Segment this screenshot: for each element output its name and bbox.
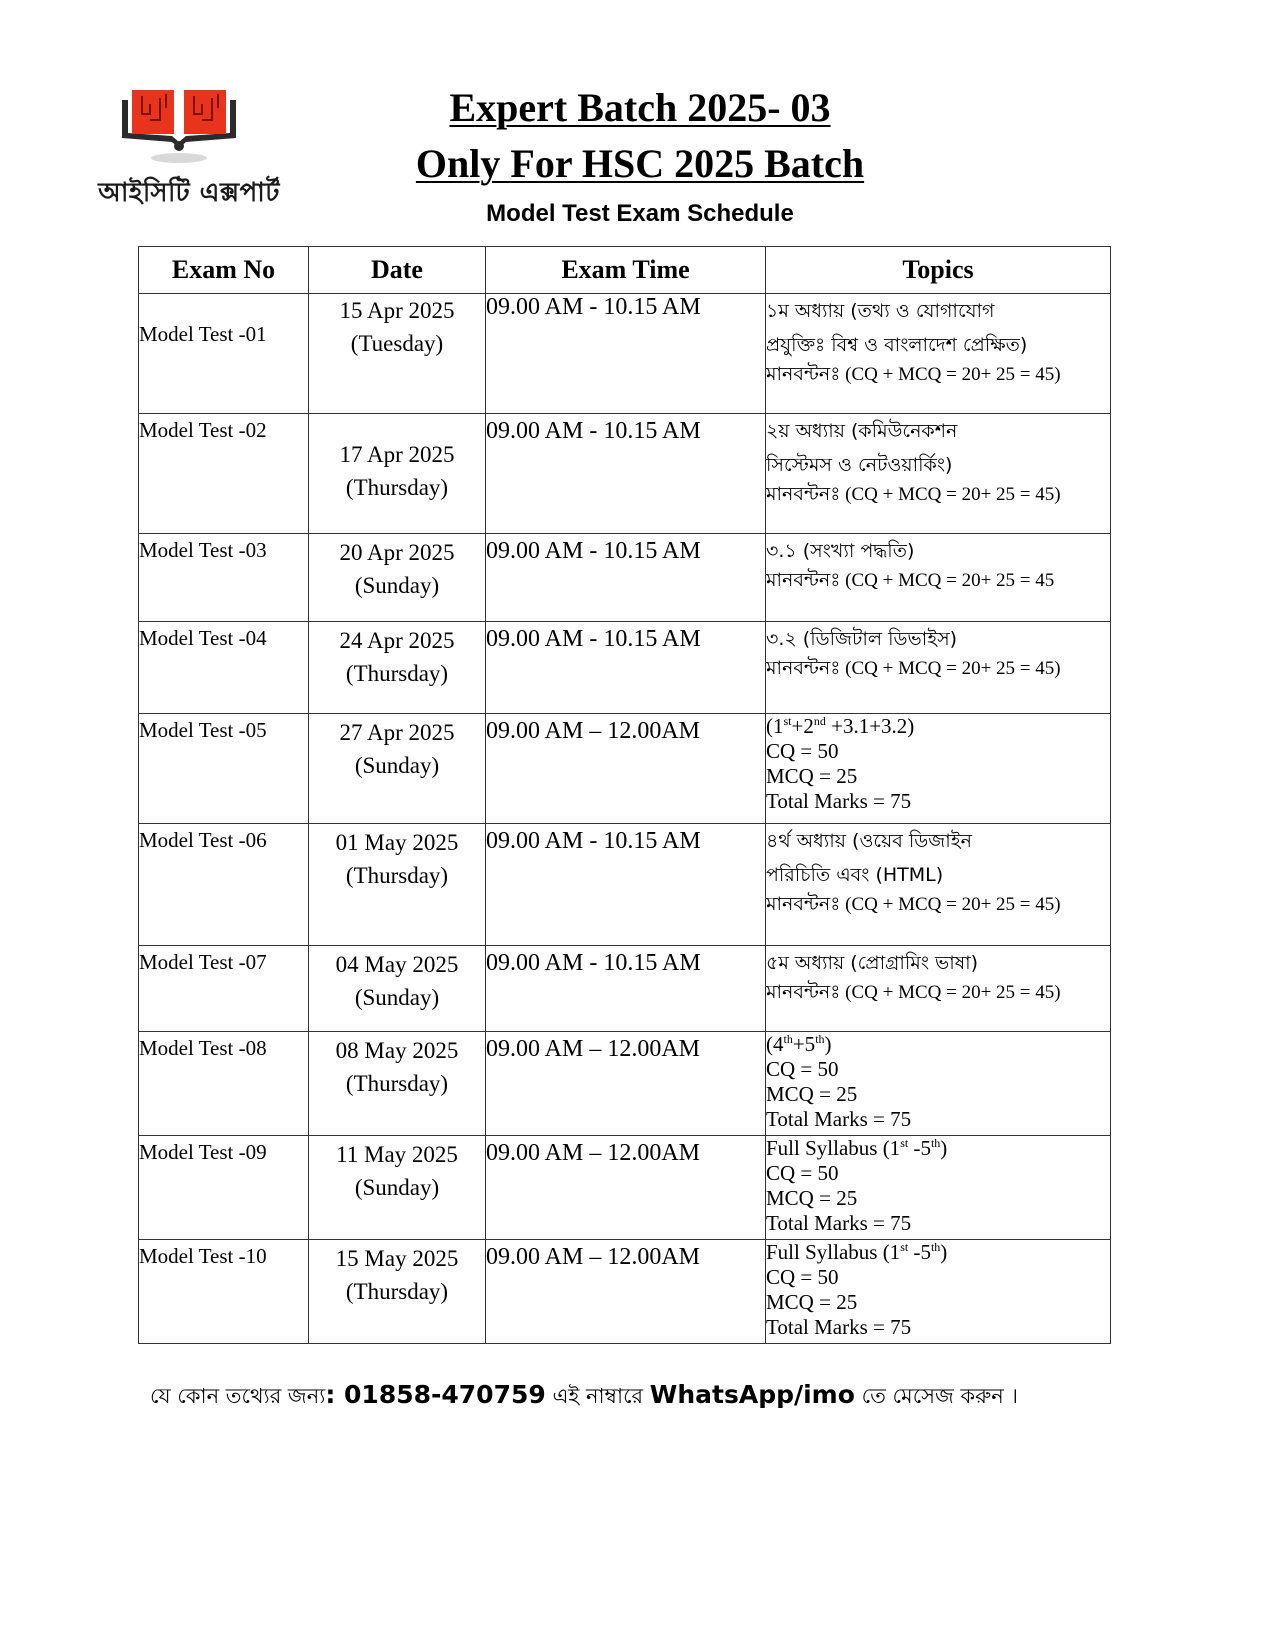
exam-no-cell: Model Test -01 xyxy=(139,294,309,414)
topic-line: ৫ম অধ্যায় (প্রোগ্রামিং ভাষা) xyxy=(766,952,979,974)
date-cell xyxy=(309,1240,486,1344)
topic-cell xyxy=(766,1032,1111,1136)
combo-sup: th xyxy=(783,1032,793,1046)
topic-line: পরিচিতি এবং (HTML) xyxy=(766,864,944,886)
mcq-marks: MCQ = 25 xyxy=(766,764,858,788)
topic-line: সিস্টেমস ও নেটওয়ার্কিং) xyxy=(766,454,953,476)
combo-text: ) xyxy=(824,1032,832,1056)
topic-cell xyxy=(766,534,1111,622)
time-cell: 09.00 AM - 10.15 AM xyxy=(486,622,766,714)
topic-cell xyxy=(766,622,1111,714)
date-text: 27 Apr 2025 xyxy=(339,720,455,745)
day-text: (Thursday) xyxy=(345,475,449,500)
date-cell xyxy=(309,824,486,946)
table-row xyxy=(139,1136,1111,1240)
marks-line xyxy=(766,482,1110,507)
marks-label: মানবন্টনঃ xyxy=(766,363,841,385)
exam-no-cell: Model Test -05 xyxy=(139,714,309,824)
day-text: (Thursday) xyxy=(345,863,449,888)
topic-line: ২য় অধ্যায় (কমিউনেকশন xyxy=(766,420,958,442)
total-marks: Total Marks = 75 xyxy=(766,789,912,813)
combo-text: (4 xyxy=(766,1032,784,1056)
date-cell xyxy=(309,414,486,534)
header-exam-no: Exam No xyxy=(139,247,309,294)
page-title-hsc: Only For HSC 2025 Batch xyxy=(415,141,865,186)
table-row xyxy=(139,414,1111,534)
total-marks: Total Marks = 75 xyxy=(766,1211,912,1235)
combo-sup: st xyxy=(900,1240,909,1254)
exam-no-cell: Model Test -08 xyxy=(139,1032,309,1136)
logo xyxy=(44,86,334,216)
cq-marks: CQ = 50 xyxy=(766,1161,839,1185)
table-row xyxy=(139,946,1111,1032)
contact-footer xyxy=(150,1380,1130,1415)
date-text: 20 Apr 2025 xyxy=(339,540,455,565)
combo-sup: nd xyxy=(813,714,826,728)
marks-line xyxy=(766,892,1110,917)
total-marks: Total Marks = 75 xyxy=(766,1315,912,1339)
time-cell: 09.00 AM - 10.15 AM xyxy=(486,294,766,414)
combo-sup: st xyxy=(783,714,792,728)
table-row xyxy=(139,534,1111,622)
marks-label: মানবন্টনঃ xyxy=(766,981,841,1003)
header-topics: Topics xyxy=(766,247,1111,294)
footer-apps: WhatsApp/imo xyxy=(649,1380,855,1409)
combo-text: +2 xyxy=(791,714,814,738)
page-title-batch: Expert Batch 2025- 03 xyxy=(449,85,831,130)
date-text: 08 May 2025 xyxy=(335,1038,459,1063)
date-text: 15 May 2025 xyxy=(335,1246,459,1271)
day-text: (Thursday) xyxy=(345,1071,449,1096)
topic-line: প্রযুক্তিঃ বিশ্ব ও বাংলাদেশ প্রেক্ষিত) xyxy=(766,334,1028,356)
footer-prefix: যে কোন তথ্যের জন্য xyxy=(150,1384,326,1408)
date-cell xyxy=(309,622,486,714)
date-text: 01 May 2025 xyxy=(335,830,459,855)
time-cell: 09.00 AM – 12.00AM xyxy=(486,714,766,824)
cq-marks: CQ = 50 xyxy=(766,1057,839,1081)
footer-middle: এই নাম্বারে xyxy=(545,1384,650,1408)
topic-cell xyxy=(766,714,1111,824)
footer-suffix: তে মেসেজ করুন । xyxy=(854,1384,1019,1408)
schedule-table xyxy=(138,246,1111,1344)
marks-text: (CQ + MCQ = 20+ 25 = 45) xyxy=(840,894,1061,915)
marks-label: মানবন্টনঃ xyxy=(766,893,841,915)
marks-text: (CQ + MCQ = 20+ 25 = 45) xyxy=(840,484,1061,505)
table-header-row xyxy=(139,247,1111,294)
marks-line xyxy=(766,362,1110,387)
date-text: 11 May 2025 xyxy=(336,1142,458,1167)
date-cell xyxy=(309,294,486,414)
footer-phone: : 01858-470759 xyxy=(325,1380,546,1409)
marks-line xyxy=(766,656,1110,681)
total-marks: Total Marks = 75 xyxy=(766,1107,912,1131)
topic-cell xyxy=(766,1240,1111,1344)
topic-combo xyxy=(766,1240,1110,1265)
table-row xyxy=(139,294,1111,414)
marks-line xyxy=(766,980,1110,1005)
combo-sup: th xyxy=(930,1136,941,1150)
time-cell: 09.00 AM - 10.15 AM xyxy=(486,534,766,622)
combo-text: (1 xyxy=(766,714,784,738)
topic-combo xyxy=(766,714,1110,739)
header-exam-time: Exam Time xyxy=(486,247,766,294)
date-cell xyxy=(309,714,486,824)
table-row xyxy=(139,1240,1111,1344)
time-cell: 09.00 AM – 12.00AM xyxy=(486,1240,766,1344)
time-cell: 09.00 AM – 12.00AM xyxy=(486,1136,766,1240)
marks-label: মানবন্টনঃ xyxy=(766,657,841,679)
exam-no-cell: Model Test -03 xyxy=(139,534,309,622)
table-row xyxy=(139,824,1111,946)
combo-sup: th xyxy=(930,1240,941,1254)
day-text: (Tuesday) xyxy=(350,331,444,356)
exam-no-cell: Model Test -02 xyxy=(139,414,309,534)
date-cell xyxy=(309,1032,486,1136)
exam-no-cell: Model Test -09 xyxy=(139,1136,309,1240)
exam-no-cell: Model Test -10 xyxy=(139,1240,309,1344)
combo-text: ) xyxy=(940,1136,948,1160)
day-text: (Sunday) xyxy=(354,985,440,1010)
cq-marks: CQ = 50 xyxy=(766,1265,839,1289)
book-logo-icon xyxy=(116,86,242,166)
exam-no-cell: Model Test -07 xyxy=(139,946,309,1032)
time-cell: 09.00 AM - 10.15 AM xyxy=(486,946,766,1032)
date-text: 15 Apr 2025 xyxy=(339,298,455,323)
day-text: (Thursday) xyxy=(345,1279,449,1304)
topic-combo xyxy=(766,1136,1110,1161)
table-row xyxy=(139,622,1111,714)
exam-no-cell: Model Test -06 xyxy=(139,824,309,946)
marks-line xyxy=(766,568,1110,593)
day-text: (Sunday) xyxy=(354,753,440,778)
topic-line: ৩.১ (সংখ্যা পদ্ধতি) xyxy=(766,540,915,562)
marks-text: (CQ + MCQ = 20+ 25 = 45) xyxy=(840,982,1061,1003)
topic-cell xyxy=(766,1136,1111,1240)
time-cell: 09.00 AM – 12.00AM xyxy=(486,1032,766,1136)
combo-sup: st xyxy=(900,1136,909,1150)
marks-text: (CQ + MCQ = 20+ 25 = 45) xyxy=(840,364,1061,385)
combo-sup: th xyxy=(815,1032,825,1046)
topic-combo xyxy=(766,1032,1110,1057)
marks-label: মানবন্টনঃ xyxy=(766,569,841,591)
date-cell xyxy=(309,1136,486,1240)
mcq-marks: MCQ = 25 xyxy=(766,1186,858,1210)
table-row xyxy=(139,714,1111,824)
marks-label: মানবন্টনঃ xyxy=(766,483,841,505)
combo-text: +5 xyxy=(792,1032,816,1056)
combo-text: Full Syllabus (1 xyxy=(766,1136,901,1160)
exam-no-cell: Model Test -04 xyxy=(139,622,309,714)
time-cell: 09.00 AM - 10.15 AM xyxy=(486,414,766,534)
combo-text: -5 xyxy=(908,1240,931,1264)
date-cell xyxy=(309,946,486,1032)
combo-text: Full Syllabus (1 xyxy=(766,1240,901,1264)
date-text: 24 Apr 2025 xyxy=(339,628,455,653)
mcq-marks: MCQ = 25 xyxy=(766,1082,858,1106)
cq-marks: CQ = 50 xyxy=(766,739,839,763)
day-text: (Sunday) xyxy=(354,573,440,598)
date-text: 17 Apr 2025 xyxy=(339,442,455,467)
topic-cell xyxy=(766,414,1111,534)
time-cell: 09.00 AM - 10.15 AM xyxy=(486,824,766,946)
combo-text: +3.1+3.2) xyxy=(825,714,915,738)
topic-cell xyxy=(766,824,1111,946)
topic-cell xyxy=(766,946,1111,1032)
mcq-marks: MCQ = 25 xyxy=(766,1290,858,1314)
marks-text: (CQ + MCQ = 20+ 25 = 45) xyxy=(840,658,1061,679)
combo-text: -5 xyxy=(908,1136,931,1160)
topic-cell xyxy=(766,294,1111,414)
marks-text: (CQ + MCQ = 20+ 25 = 45 xyxy=(840,570,1055,591)
date-text: 04 May 2025 xyxy=(335,952,459,977)
topic-line: ৩.২ (ডিজিটাল ডিভাইস) xyxy=(766,628,958,650)
topic-line: ১ম অধ্যায় (তথ্য ও যোগাযোগ xyxy=(766,300,995,322)
date-cell xyxy=(309,534,486,622)
header-date: Date xyxy=(309,247,486,294)
day-text: (Sunday) xyxy=(354,1175,440,1200)
table-row xyxy=(139,1032,1111,1136)
combo-text: ) xyxy=(940,1240,948,1264)
page-subtitle: Model Test Exam Schedule xyxy=(486,200,794,227)
day-text: (Thursday) xyxy=(345,661,449,686)
topic-line: ৪র্থ অধ্যায় (ওয়েব ডিজাইন xyxy=(766,830,973,852)
logo-text: আইসিটি এক্সপার্ট xyxy=(98,178,280,208)
